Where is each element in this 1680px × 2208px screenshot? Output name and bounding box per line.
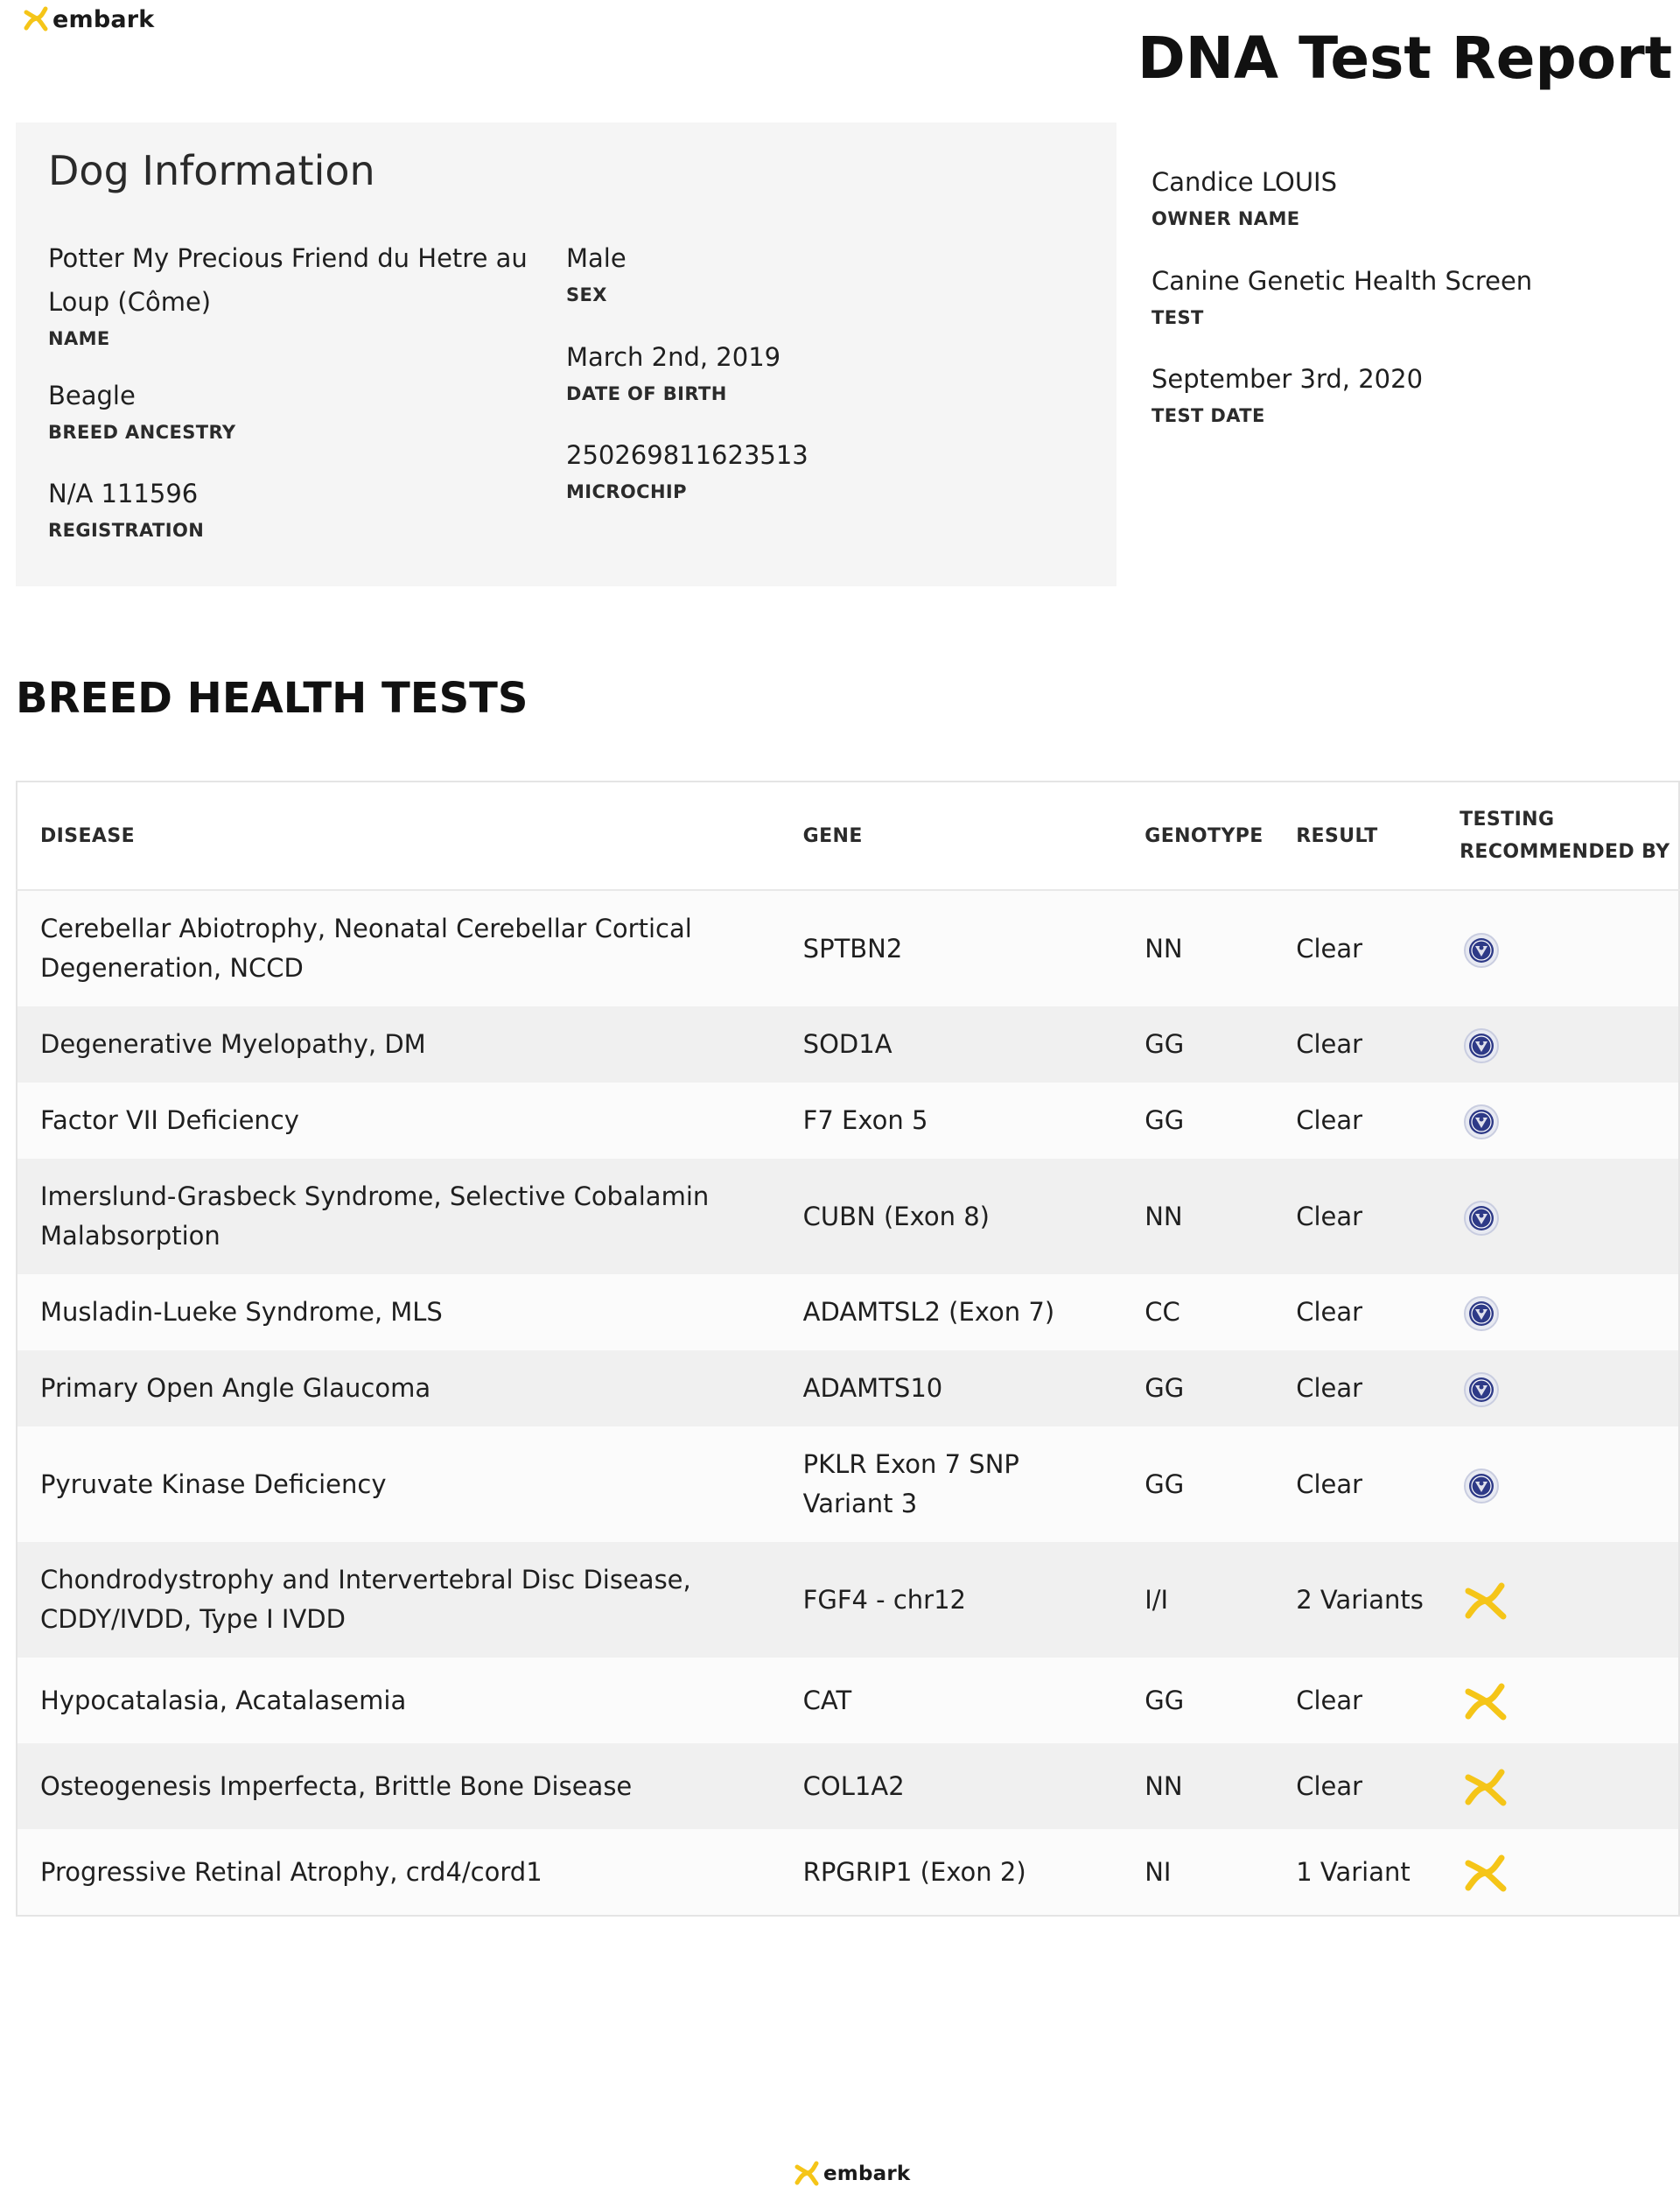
genotype-cell: NN xyxy=(1122,1159,1273,1274)
microchip-value: 250269811623513 xyxy=(566,440,808,470)
dog-information-panel xyxy=(16,123,1116,586)
recommended-by-cell xyxy=(1437,1006,1679,1083)
dog-name-label: NAME xyxy=(48,328,110,349)
table-row xyxy=(17,1083,1679,1159)
disease-cell: Primary Open Angle Glaucoma xyxy=(17,1350,780,1426)
genotype-cell: GG xyxy=(1122,1426,1273,1542)
owner-label: OWNER NAME xyxy=(1152,208,1300,229)
table-row xyxy=(17,1350,1679,1426)
result-cell: Clear xyxy=(1273,1006,1437,1083)
dog-name-field xyxy=(48,236,538,352)
table-row xyxy=(17,890,1679,1006)
breed-label: BREED ANCESTRY xyxy=(48,422,236,443)
genotype-cell: GG xyxy=(1122,1006,1273,1083)
gene-cell: RPGRIP1 (Exon 2) xyxy=(780,1829,1123,1916)
breed-health-tests-table xyxy=(16,781,1680,1917)
dob-label: DATE OF BIRTH xyxy=(566,383,727,404)
table-row xyxy=(17,1274,1679,1350)
recommended-by-cell xyxy=(1437,1426,1679,1542)
column-header-genotype: GENOTYPE xyxy=(1122,782,1273,890)
column-header-recommended-by: TESTING RECOMMENDED BY xyxy=(1437,782,1679,890)
embark-icon xyxy=(1460,1762,1512,1811)
ofa-seal-icon xyxy=(1463,1371,1500,1408)
table-row xyxy=(17,1658,1679,1743)
result-cell: 2 Variants xyxy=(1273,1542,1437,1658)
table-row xyxy=(17,1542,1679,1658)
disease-cell: Musladin-Lueke Syndrome, MLS xyxy=(17,1274,780,1350)
test-date-field xyxy=(1152,357,1423,429)
genotype-cell: GG xyxy=(1122,1350,1273,1426)
test-label: TEST xyxy=(1152,307,1204,328)
sex-label: SEX xyxy=(566,284,607,305)
table-row xyxy=(17,1159,1679,1274)
result-cell: Clear xyxy=(1273,1658,1437,1743)
table-header-row xyxy=(17,782,1679,890)
genotype-cell: I/I xyxy=(1122,1542,1273,1658)
microchip-field xyxy=(566,433,808,505)
table-row xyxy=(17,1743,1679,1829)
disease-cell: Cerebellar Abiotrophy, Neonatal Cerebellar Cortical Degeneration, NCCD xyxy=(17,890,780,1006)
gene-cell: PKLR Exon 7 SNP Variant 3 xyxy=(780,1426,1123,1542)
column-header-disease: DISEASE xyxy=(17,782,780,890)
recommended-by-cell xyxy=(1437,1542,1679,1658)
disease-cell: Degenerative Myelopathy, DM xyxy=(17,1006,780,1083)
test-date-label: TEST DATE xyxy=(1152,405,1265,426)
result-cell: Clear xyxy=(1273,1274,1437,1350)
genotype-cell: GG xyxy=(1122,1658,1273,1743)
disease-cell: Progressive Retinal Atrophy, crd4/cord1 xyxy=(17,1829,780,1916)
owner-value: Candice LOUIS xyxy=(1152,167,1338,197)
gene-cell: ADAMTSL2 (Exon 7) xyxy=(780,1274,1123,1350)
disease-cell: Osteogenesis Imperfecta, Brittle Bone Disease xyxy=(17,1743,780,1829)
ofa-seal-icon xyxy=(1463,1027,1500,1064)
ofa-seal-icon xyxy=(1463,1295,1500,1332)
recommended-by-cell xyxy=(1437,1083,1679,1159)
embark-icon xyxy=(1460,1676,1512,1725)
embark-icon xyxy=(1460,1575,1512,1624)
recommended-by-cell xyxy=(1437,1658,1679,1743)
embark-logo-icon xyxy=(790,2156,825,2191)
dob-value: March 2nd, 2019 xyxy=(566,342,781,372)
breed-value: Beagle xyxy=(48,381,136,410)
embark-icon xyxy=(1460,1847,1512,1896)
test-value: Canine Genetic Health Screen xyxy=(1152,266,1533,296)
dog-name-value: Potter My Precious Friend du Hetre au Loup (Côme) xyxy=(48,243,528,317)
genotype-cell: NN xyxy=(1122,1743,1273,1829)
recommended-by-cell xyxy=(1437,890,1679,1006)
table-row xyxy=(17,1829,1679,1916)
result-cell: Clear xyxy=(1273,890,1437,1006)
embark-footer-logo xyxy=(790,2156,910,2191)
recommended-by-cell xyxy=(1437,1350,1679,1426)
genotype-cell: GG xyxy=(1122,1083,1273,1159)
ofa-seal-icon xyxy=(1463,1200,1500,1237)
registration-label: REGISTRATION xyxy=(48,520,205,541)
embark-logo-text: embark xyxy=(52,5,155,33)
disease-cell: Pyruvate Kinase Deficiency xyxy=(17,1426,780,1542)
recommended-by-cell xyxy=(1437,1274,1679,1350)
microchip-label: MICROCHIP xyxy=(566,481,687,502)
registration-field xyxy=(48,472,204,543)
registration-value: N/A 111596 xyxy=(48,479,199,508)
gene-cell: ADAMTS10 xyxy=(780,1350,1123,1426)
ofa-seal-icon xyxy=(1463,1104,1500,1140)
ofa-seal-icon xyxy=(1463,932,1500,969)
dob-field xyxy=(566,335,780,407)
gene-cell: SOD1A xyxy=(780,1006,1123,1083)
gene-cell: CAT xyxy=(780,1658,1123,1743)
disease-cell: Factor VII Deficiency xyxy=(17,1083,780,1159)
breed-field xyxy=(48,374,235,445)
result-cell: Clear xyxy=(1273,1083,1437,1159)
gene-cell: SPTBN2 xyxy=(780,890,1123,1006)
breed-health-tests-title: BREED HEALTH TESTS xyxy=(16,674,528,723)
result-cell: Clear xyxy=(1273,1159,1437,1274)
table-row xyxy=(17,1426,1679,1542)
disease-cell: Imerslund-Grasbeck Syndrome, Selective Cobalamin Malabsorption xyxy=(17,1159,780,1274)
recommended-by-cell xyxy=(1437,1159,1679,1274)
test-date-value: September 3rd, 2020 xyxy=(1152,364,1424,394)
genotype-cell: NI xyxy=(1122,1829,1273,1916)
result-cell: Clear xyxy=(1273,1350,1437,1426)
result-cell: 1 Variant xyxy=(1273,1829,1437,1916)
embark-logo xyxy=(19,2,154,37)
result-cell: Clear xyxy=(1273,1426,1437,1542)
result-cell: Clear xyxy=(1273,1743,1437,1829)
column-header-result: RESULT xyxy=(1273,782,1437,890)
disease-cell: Chondrodystrophy and Intervertebral Disc Disease, CDDY/IVDD, Type I IVDD xyxy=(17,1542,780,1658)
sex-value: Male xyxy=(566,243,626,273)
test-field xyxy=(1152,259,1532,331)
owner-field xyxy=(1152,160,1337,232)
sex-field xyxy=(566,236,626,308)
page-title: DNA Test Report xyxy=(1138,25,1673,92)
gene-cell: COL1A2 xyxy=(780,1743,1123,1829)
table-row xyxy=(17,1006,1679,1083)
recommended-by-cell xyxy=(1437,1743,1679,1829)
disease-cell: Hypocatalasia, Acatalasemia xyxy=(17,1658,780,1743)
embark-logo-icon xyxy=(19,2,54,37)
gene-cell: CUBN (Exon 8) xyxy=(780,1159,1123,1274)
genotype-cell: CC xyxy=(1122,1274,1273,1350)
embark-footer-logo-text: embark xyxy=(823,2162,911,2185)
genotype-cell: NN xyxy=(1122,890,1273,1006)
column-header-gene: GENE xyxy=(780,782,1123,890)
gene-cell: F7 Exon 5 xyxy=(780,1083,1123,1159)
recommended-by-cell xyxy=(1437,1829,1679,1916)
ofa-seal-icon xyxy=(1463,1468,1500,1504)
gene-cell: FGF4 - chr12 xyxy=(780,1542,1123,1658)
dog-information-heading: Dog Information xyxy=(48,147,375,194)
